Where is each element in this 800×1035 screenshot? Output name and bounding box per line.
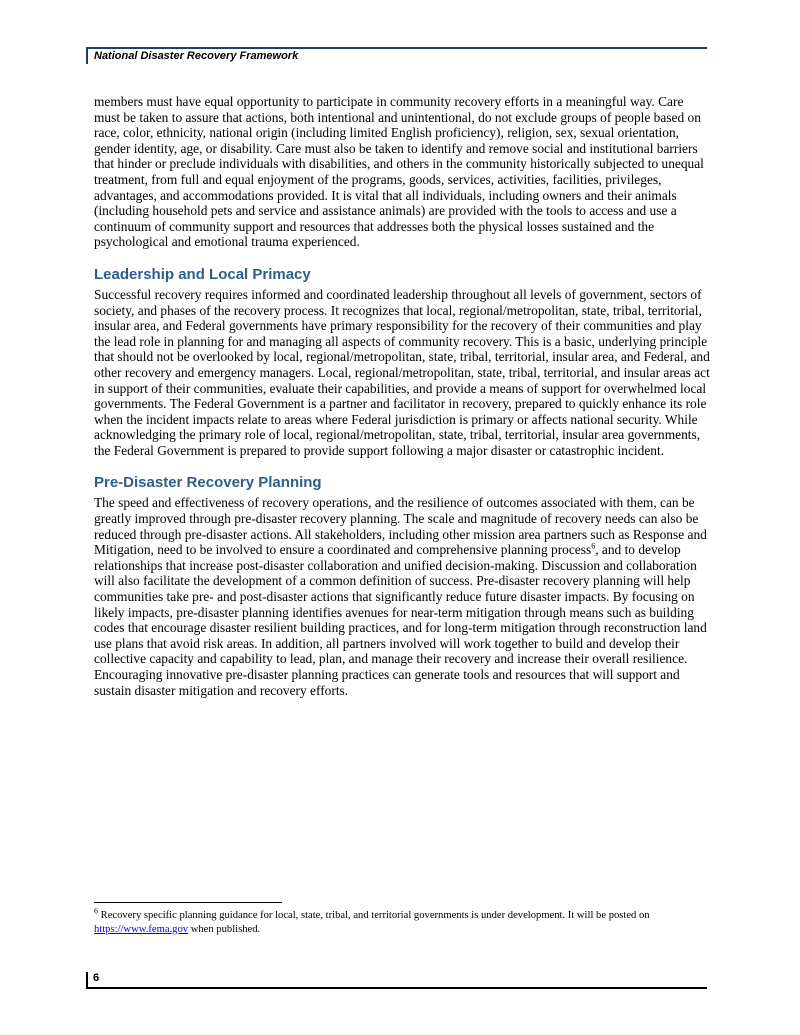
fema-link[interactable]: https://www.fema.gov (94, 923, 189, 935)
section-leadership (94, 266, 710, 459)
header-rule-vertical (86, 47, 88, 64)
footnote-number: 6 (94, 906, 98, 916)
footnote-reference[interactable]: 6 (591, 541, 596, 551)
main-content (94, 94, 710, 698)
section-body-part2: , and to develop relationships that increase post-disaster collaboration and unified decision-making. Discussion and collaboration will also facilitate the development of a common definition of success. Pre-disaster recovery planning will help communities take pre- and post-disaster actions that significantly reduce future disaster impacts. By focusing on likely impacts, pre-disaster planning identifies avenues for near-term mitigation through means such as building codes that encourage disaster resilient building practices, and for long-term mitigation through reconstruction land use plans that avoid risk areas. In addition, all partners involved will work together to build and develop their collective capacity and capability to lead, plan, and manage their recovery and increase their overall resilience. Encouraging innovative pre-disaster planning practices can generate tools and resources that will support and sustain disaster mitigation and recovery efforts. (94, 542, 707, 698)
section-heading: Pre-Disaster Recovery Planning (94, 474, 322, 492)
footnote-text-after: when published. (188, 923, 261, 935)
section-body (94, 495, 710, 698)
footnote (94, 906, 706, 936)
running-header-title: National Disaster Recovery Framework (94, 50, 299, 62)
footer-rule (86, 987, 707, 989)
section-heading: Leadership and Local Primacy (94, 265, 311, 283)
section-body-part1: The speed and effectiveness of recovery operations, and the resilience of outcomes associated with them, can be greatly improved through pre-disaster recovery planning. The scale and magnitude of recovery needs can also be reduced through pre-disaster actions. All stakeholders, including other mission area partners such as Response and Mitigation, need to be involved to ensure a coordinated and comprehensive planning process (94, 495, 707, 558)
page-number: 6 (93, 972, 100, 984)
section-body: Successful recovery requires informed and coordinated leadership throughout all levels of government, sectors of society, and phases of the recovery process. It recognizes that local, regional/metropolitan, state, tribal, territorial, insular area, and Federal governments have primary responsibility for the recovery of their communities and play the lead role in planning for and managing all aspects of community recovery. This is a basic, underlying principle that should not be overlooked by local, regional/metropolitan, state, tribal, territorial, insular area, and Federal, and other recovery and emergency managers. Local, regional/metropolitan, state, tribal, territorial, and insular areas act in support of their communities, evaluate their capabilities, and provide a means of support for overwhelmed local governments. The Federal Government is a partner and facilitator in recovery, prepared to quickly enhance its role when the incident impacts relate to areas where Federal jurisdiction is primary or affects national security. While acknowledging the primary role of local, regional/metropolitan, state, tribal, territorial, insular area governments, the Federal Government is prepared to provide support following a major disaster or catastrophic incident. (94, 286, 710, 458)
intro-paragraph: members must have equal opportunity to participate in community recovery efforts in a meaningful way. Care must be taken to assure that actions, both intentional and unintentional, do not exclude groups of people based on race, color, ethnicity, national origin (including limited English proficiency), religion, sex, sexual orientation, gender identity, age, or disability. Care must also be taken to identify and remove social and institutional barriers that hinder or preclude individuals with disabilities, and others in the community historically subjected to unequal treatment, from full and equal enjoyment of the programs, goods, services, activities, facilities, privileges, advantages, and accommodations provided. It is vital that all individuals, including owners and their animals (including household pets and service and assistance animals) are provided with the tools to access and use a continuum of community support and resources that addresses both the physical losses sustained and the psychological and emotional trauma experienced. (94, 94, 704, 250)
footnote-separator (94, 902, 282, 903)
footnote-text-before: Recovery specific planning guidance for local, state, tribal, and territorial governments is under development. It will be posted on (98, 910, 650, 921)
header-rule (86, 47, 707, 49)
section-pre-disaster-planning (94, 474, 710, 698)
